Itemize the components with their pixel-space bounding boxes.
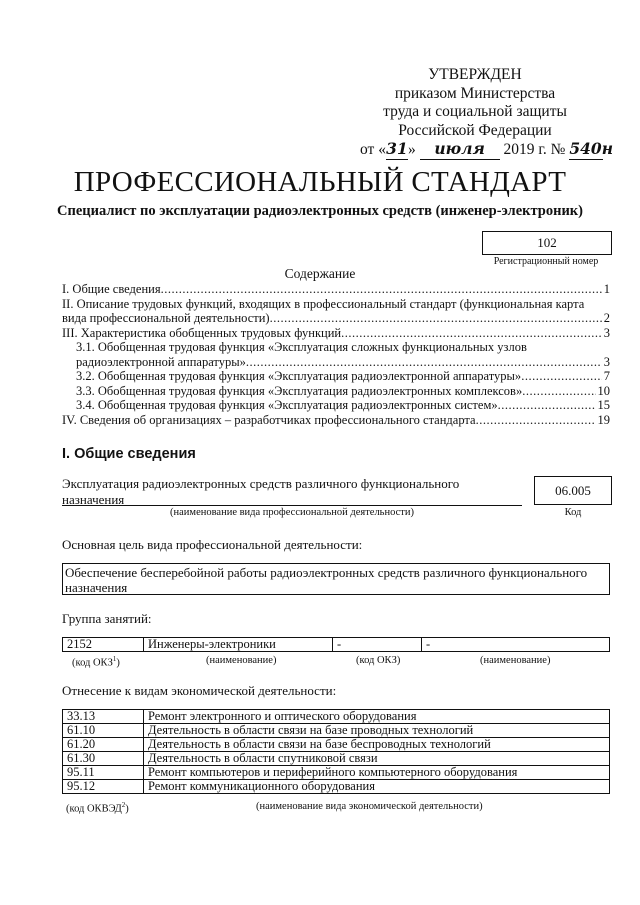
table-row [63,638,610,652]
toc-item[interactable]: 3.4. Обобщенная трудовая функция «Эксплуатация радиоэлектронных систем» ..... 15 [62,398,610,413]
okz-code: 2152 [63,638,144,652]
toc-item[interactable]: III. Характеристика обобщенных трудовых функций ..... 3 [62,326,610,341]
table-row [63,724,610,738]
document-title: ПРОФЕССИОНАЛЬНЫЙ СТАНДАРТ [73,166,567,198]
table-row [63,752,610,766]
okved-code: 33.13 [63,710,144,724]
group-label: Группа занятий: [62,611,152,626]
divider [62,505,522,506]
activity-name-cell: Ремонт коммуникационного оборудования [144,780,610,794]
occupation-group-table [62,637,610,652]
econ-activity-table [62,709,610,794]
okz-caption: (код ОКЗ$^1$) [72,655,120,669]
toc-item[interactable]: II. Описание трудовых функций, входящих в профессиональный стандарт (функциональная карта вида профессиональной деятельности) ..... 2 [62,297,610,326]
approval-line: приказом Министерства [394,84,556,102]
approval-day: 31 [386,139,408,158]
approval-date: от «31» июля 2019 г. № 540н [360,139,614,158]
approval-order-number: 540н [569,139,614,158]
table-row [63,780,610,794]
activity-name-cell: Деятельность в области связи на базе проводных технологий [144,724,610,738]
approval-line: Российской Федерации [398,121,552,139]
okz-code: - [333,638,422,652]
goal-label: Основная цель вида профессиональной деятельности: [62,537,363,552]
table-row [63,766,610,780]
activity-name-cell: Деятельность в области связи на базе беспроводных технологий [144,738,610,752]
okved-code: 61.10 [63,724,144,738]
econ-name-caption: (наименование вида экономической деятельности) [256,801,483,812]
activity-name-cell: Деятельность в области спутниковой связи [144,752,610,766]
activity-name-cell: Ремонт компьютеров и периферийного компьютерного оборудования [144,766,610,780]
activity-code-box: 06.005 [534,476,612,505]
toc-item[interactable]: IV. Сведения об организациях – разработчиках профессионального стандарта ..... 19 [62,413,610,428]
okved-code: 95.12 [63,780,144,794]
toc-item[interactable]: 3.1. Обобщенная трудовая функция «Эксплуатация сложных функциональных узлов радиоэлектронной аппаратуры» ..... 3 [62,340,610,369]
activity-caption: (наименование вида профессиональной деятельности) [170,507,414,518]
toc-heading: Содержание [284,266,356,281]
occupation-name: Инженеры-электроники [144,638,333,652]
name-caption: (наименование) [206,655,277,666]
section-heading: I. Общие сведения [62,446,196,462]
goal-box: Обеспечение бесперебойной работы радиоэлектронных средств различного функционального назначения [62,563,610,595]
registration-number-caption: Регистрационный номер [493,256,599,267]
okved-code: 61.30 [63,752,144,766]
table-of-contents [62,282,610,427]
okz-caption: (код ОКЗ) [356,655,401,666]
approval-title: УТВЕРЖДЕН [428,66,522,83]
document-subtitle: Специалист по эксплуатации радиоэлектронных средств (инженер-электроник) [57,203,583,219]
econ-label: Отнесение к видам экономической деятельности: [62,683,337,698]
activity-name-cell: Ремонт электронного и оптического оборудования [144,710,610,724]
approval-month: июля [420,140,500,160]
code-caption: Код [564,507,582,518]
table-row [63,710,610,724]
toc-item[interactable]: 3.3. Обобщенная трудовая функция «Эксплуатация радиоэлектронных комплексов» ..... 10 [62,384,610,399]
occupation-name: - [422,638,610,652]
okved-code: 61.20 [63,738,144,752]
toc-item[interactable]: 3.2. Обобщенная трудовая функция «Эксплуатация радиоэлектронной аппаратуры» ..... 7 [62,369,610,384]
name-caption: (наименование) [480,655,551,666]
registration-number-box: 102 [482,231,612,255]
okved-caption: (код ОКВЭД$^2$) [66,801,129,815]
activity-name: Эксплуатация радиоэлектронных средств различного функционального назначения [62,476,460,507]
approval-block [360,66,614,160]
approval-line: труда и социальной защиты [383,103,567,120]
table-row [63,738,610,752]
toc-item[interactable]: I. Общие сведения ..... 1 [62,282,610,297]
okved-code: 95.11 [63,766,144,780]
